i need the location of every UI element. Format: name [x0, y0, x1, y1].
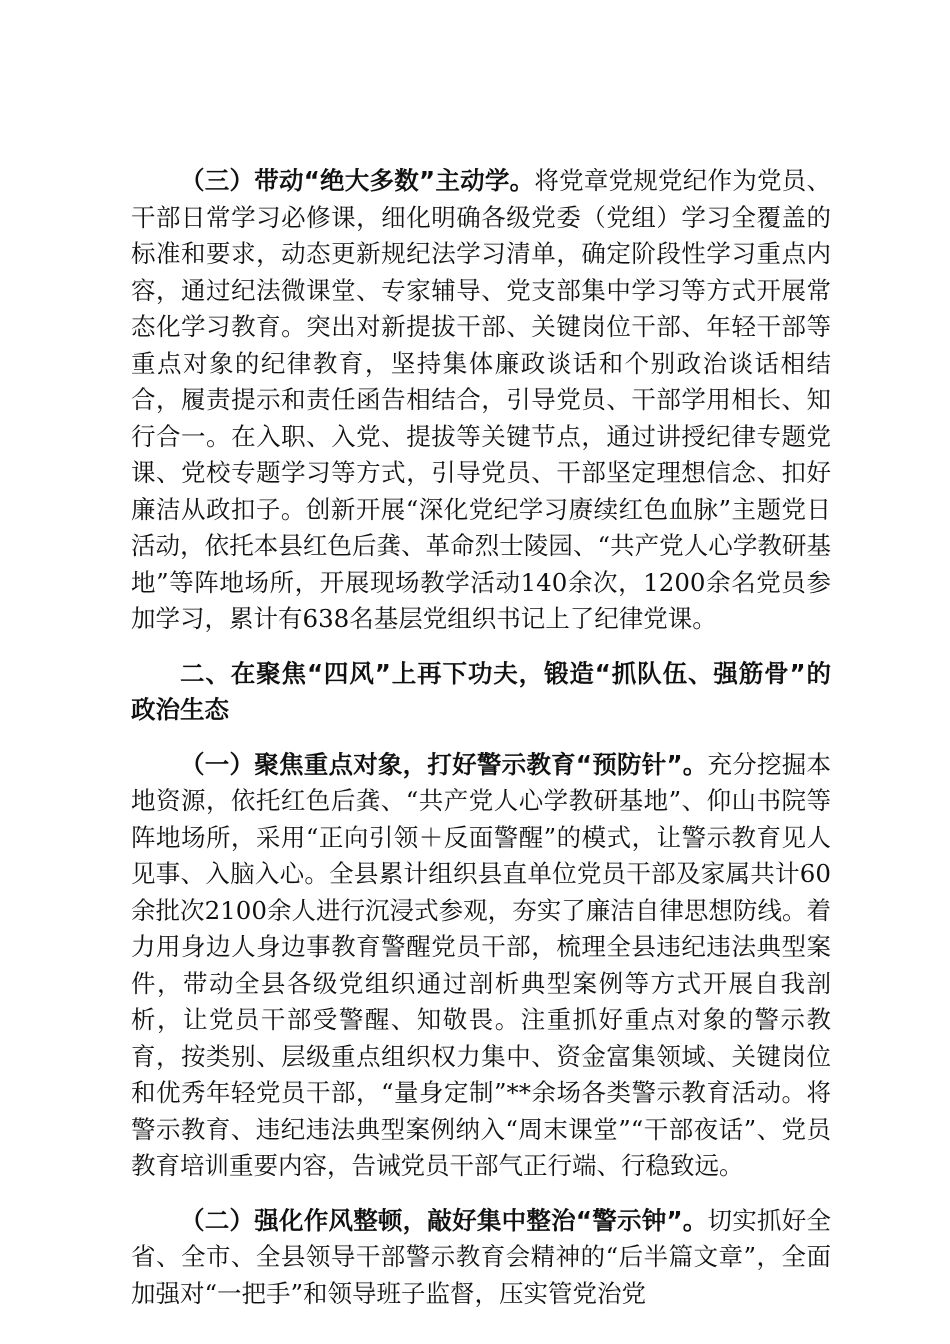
- paragraph-warning-education: [131, 747, 831, 1185]
- paragraph-body: 将党章党规党纪作为党员、干部日常学习必修课，细化明确各级党委（党组）学习全覆盖的标准和要求，动态更新规纪法学习清单，确定阶段性学习重点内容，通过纪法微课堂、专家辅导、党支部集中学习等方式开展常态化学习教育。突出对新提拔干部、关键岗位干部、年轻干部等重点对象的纪律教育，坚持集体廉政谈话和个别政治谈话相结合，履责提示和责任函告相结合，引导党员、干部学用相长、知行合一。在入职、入党、提拔等关键节点，通过讲授纪律专题党课、党校专题学习等方式，引导党员、干部坚定理想信念、扣好廉洁从政扣子。创新开展“深化党纪学习赓续红色血脉”主题党日活动，依托本县红色后龚、革命烈士陵园、“共产党人心学教研基地”等阵地场所，开展现场教学活动140余次，1200余名党员参加学习，累计有638名基层党组织书记上了纪律党课。: [131, 166, 832, 633]
- paragraph-lead: （三）带动“绝大多数”主动学。: [180, 166, 535, 195]
- paragraph-lead: （二）强化作风整顿，敲好集中整治“警示钟”。: [180, 1205, 708, 1235]
- paragraph-lead: （一）聚焦重点对象，打好警示教育“预防针”。: [180, 749, 708, 779]
- paragraph-style-rectification: [131, 1203, 831, 1313]
- document-page: [131, 163, 831, 1330]
- paragraph-learning: [131, 163, 831, 638]
- paragraph-body: 切实抓好全省、全市、全县领导干部警示教育会精神的“后半篇文章”，全面加强对“一把手”和领导班子监督，压实管党治党: [131, 1205, 831, 1308]
- paragraph-body: 充分挖掘本地资源，依托红色后龚、“共产党人心学教研基地”、仰山书院等阵地场所，采用“正向引领＋反面警醒”的模式，让警示教育见人见事、入脑入心。全县累计组织县直单位党员干部及家属共计60余批次2100余人进行沉浸式参观，夯实了廉洁自律思想防线。着力用身边人身边事教育警醒党员干部，梳理全县违纪违法典型案件，带动全县各级党组织通过剖析典型案例等方式开展自我剖析，让党员干部受警醒、知敬畏。注重抓好重点对象的警示教育，按类别、层级重点组织权力集中、资金富集领域、关键岗位和优秀年轻党员干部，“量身定制”**余场各类警示教育活动。将警示教育、违纪违法典型案例纳入“周末课堂”“干部夜话”、党员教育培训重要内容，告诫党员干部气正行端、行稳致远。: [131, 749, 831, 1180]
- section-heading: 二、在聚焦“四风”上再下功夫，锻造“抓队伍、强筋骨”的政治生态: [131, 658, 831, 724]
